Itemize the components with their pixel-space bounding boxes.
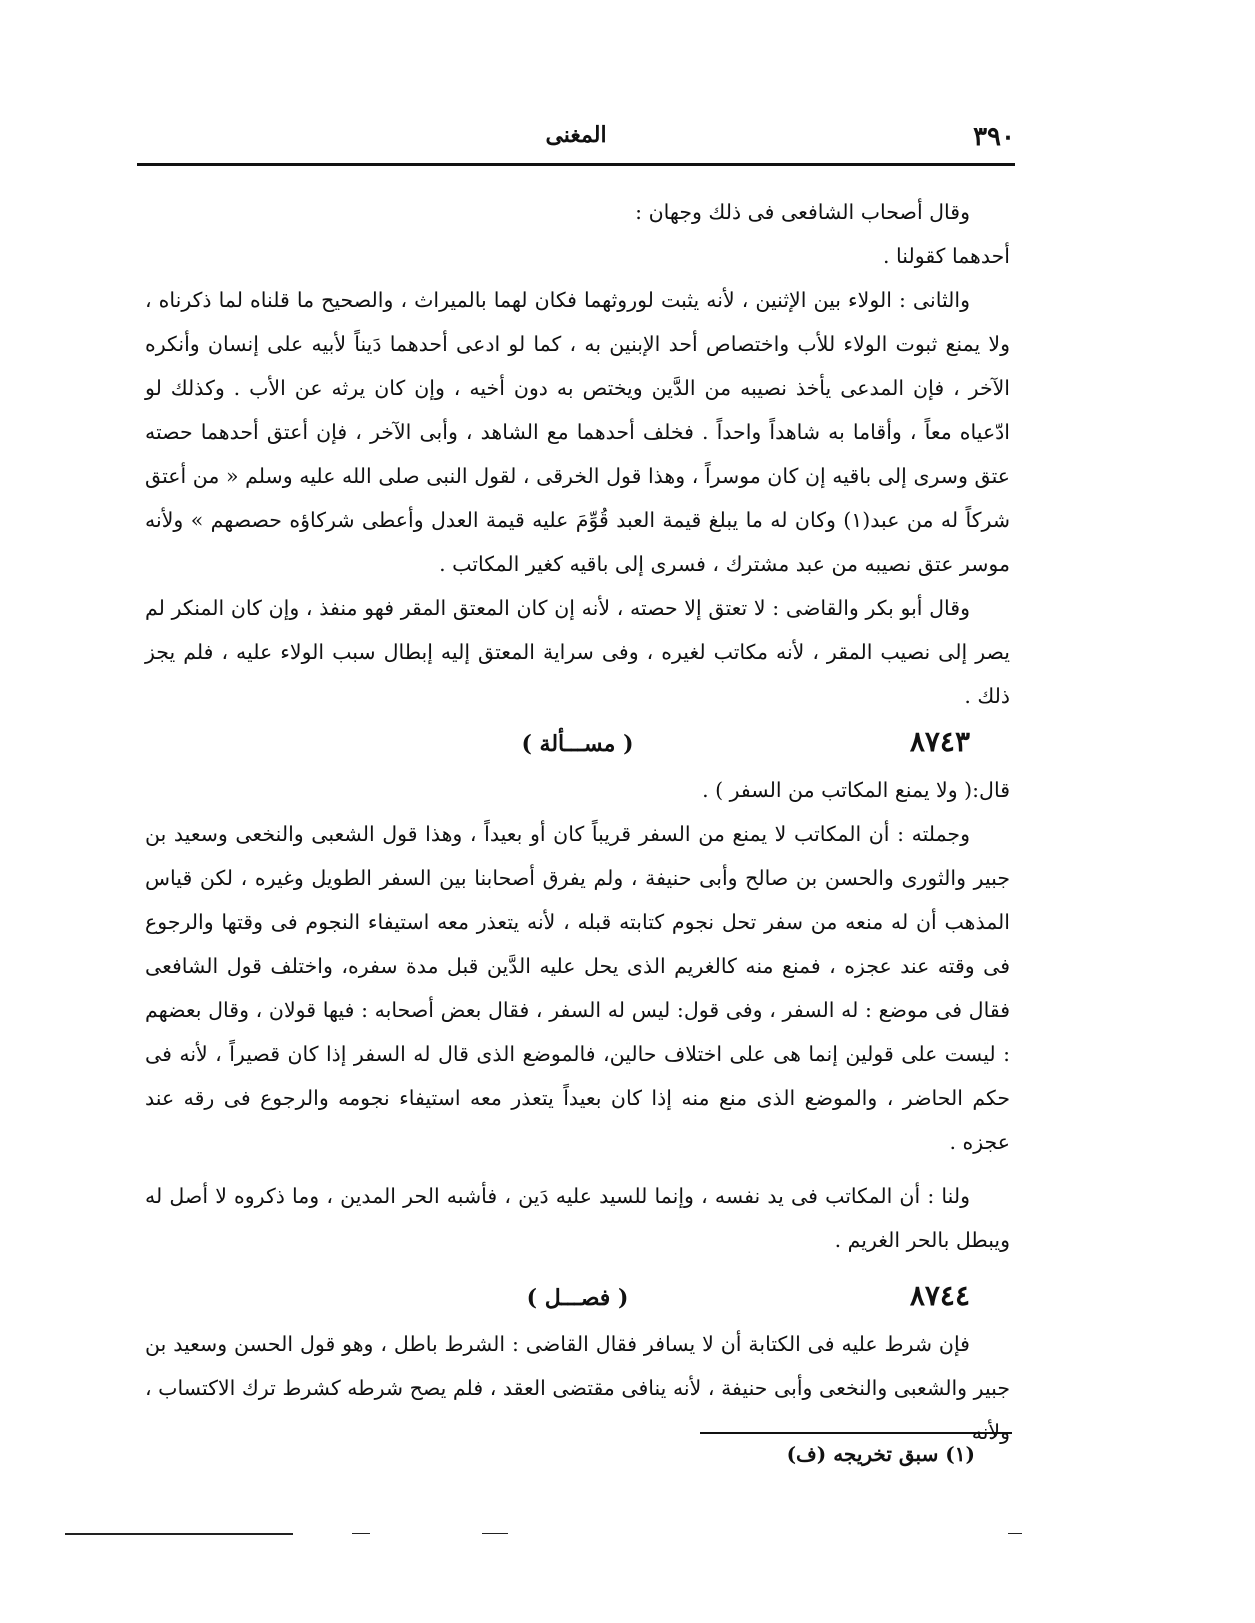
scan-artifact-line [1008,1533,1022,1534]
paragraph-4: وقال أبو بكر والقاضى : لا تعتق إلا حصته ، لأنه إن كان المعتق المقر فهو منفذ ، وإن كان المنكر لم يصر إلى نصيب المقر ، لأنه مكاتب لغيره ، وفى سراية المعتق إليه إبطال سبب الولاء عليه ، فلم يجز ذلك . [145,596,1010,708]
scan-artifact-line [482,1533,508,1534]
paragraph-2: أحدهما كقولنا . [883,244,1010,268]
header-rule [137,163,1015,166]
page-number: ٣٩٠ [973,122,1015,152]
section-heading-8744 [145,1274,1010,1320]
paragraph-gap [145,1262,1010,1272]
footnote: (١) سبق تخريجه (ف) [786,1442,975,1466]
section-number: ٨٧٤٤ [909,1279,970,1312]
section-title: ( مســـألة ) [521,731,634,757]
body-text [145,190,1010,1454]
paragraph-gap [145,1164,1010,1174]
section-heading-8743 [145,720,1010,766]
section-number: ٨٧٤٣ [909,725,970,758]
paragraph-6: وجملته : أن المكاتب لا يمنع من السفر قريباً كان أو بعيداً ، وهذا قول الشعبى والنخعى وسعيد بن جبير والثورى والحسن بن صالح وأبى حنيفة ، ولم يفرق أصحابنا بين السفر الطويل وغيره ، لكن قياس المذهب أن له منعه من سفر تحل نجوم كتابته قبله ، لأنه يتعذر معه استيفاء النجوم فى وقتها والرجوع فى وقته عند عجزه ، فمنع منه كالغريم الذى يحل عليه الدَّين قبل مدة سفره، واختلف قول الشافعى فقال فى موضع : له السفر ، وفى قول: ليس له السفر ، فقال بعض أصحابه : فيها قولان ، وقال بعضهم : ليست على قولين إنما هى على اختلاف حالين، فالموضع الذى قال له السفر إذا كان قصيراً ، لأنه فى حكم الحاضر ، والموضع الذى منع منه إذا كان بعيداً يتعذر معه استيفاء نجومه والرجوع فى رقه عند عجزه . [145,822,1010,1154]
paragraph-7: ولنا : أن المكاتب فى يد نفسه ، وإنما للسيد عليه دَين ، فأشبه الحر المدين ، وما ذكروه لا أصل له ويبطل بالحر الغريم . [145,1184,1010,1252]
scan-artifact-line [352,1533,370,1534]
paragraph-8: فإن شرط عليه فى الكتابة أن لا يسافر فقال القاضى : الشرط باطل ، وهو قول الحسن وسعيد بن جبير والشعبى والنخعى وأبى حنيفة ، لأنه ينافى مقتضى العقد ، فلم يصح شرطه كشرط ترك الاكتساب ، ولأنه [145,1332,1010,1444]
section-title: ( فصـــل ) [526,1285,629,1311]
book-title: المغنى [545,122,607,148]
paragraph-3: والثانى : الولاء بين الإثنين ، لأنه يثبت لوروثهما فكان لهما بالميراث ، والصحيح ما قلناه لما ذكرناه ، ولا يمنع ثبوت الولاء للأب واختصاص أحد الإبنين به ، كما لو ادعى أحدهما دَيناً لأبيه على إنسان وأنكره الآخر ، فإن المدعى يأخذ نصيبه من الدَّين ويختص به دون أخيه ، وإن كان يرثه عن الأب . وكذلك لو ادّعياه معاً ، وأقاما به شاهداً واحداً . فخلف أحدهما مع الشاهد ، وأبى الآخر ، فإن أعتق أحدهما حصته عتق وسرى إلى باقيه إن كان موسراً ، وهذا قول الخرقى ، لقول النبى صلى الله عليه وسلم « من أعتق شركاً له من عبد(١) وكان له ما يبلغ قيمة العبد قُوِّمَ عليه قيمة العدل وأعطى شركاؤه حصصهم » ولأنه موسر عتق نصيبه من عبد مشترك ، فسرى إلى باقيه كغير المكاتب . [145,288,1010,576]
paragraph-1: وقال أصحاب الشافعى فى ذلك وجهان : [635,200,970,224]
scan-artifact-line [65,1533,293,1535]
footnote-rule [700,1432,1012,1434]
page-header [137,118,1015,162]
paragraph-5: قال:( ولا يمنع المكاتب من السفر ) . [702,778,1010,802]
